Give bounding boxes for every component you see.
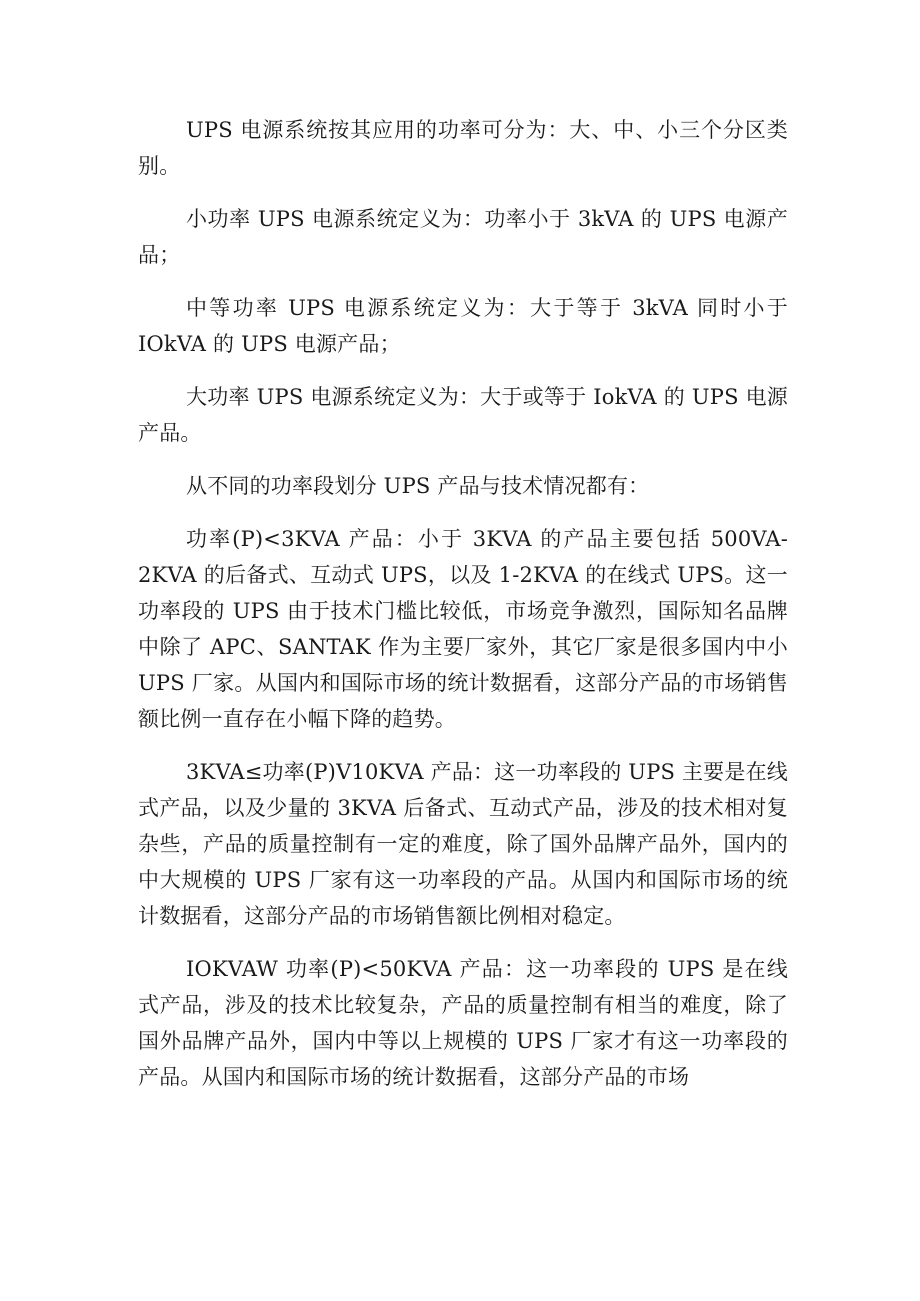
paragraph-medium-power-definition: 中等功率 UPS 电源系统定义为：大于等于 3kVA 同时小于 IOkVA 的 UPS 电源产品； — [138, 296, 788, 356]
paragraph-large-power-definition: 大功率 UPS 电源系统定义为：大于或等于 IokVA 的 UPS 电源产品。 — [138, 385, 788, 445]
paragraph-under-3kva: 功率(P)<3KVA 产品：小于 3KVA 的产品主要包括 500VA-2KVA 的后备式、互动式 UPS，以及 1-2KVA 的在线式 UPS。这一功率段的 UPS 由于技术门槛比较低，市场竞争激烈，国际知名品牌中除了 APC、SANTAK 作为主要厂家外，其它厂家是很多国内中小 UPS 厂家。从国内和国际市场的统计数据看，这部分产品的市场销售额比例一直存在小幅下降的趋势。 — [138, 527, 788, 731]
paragraph-10-to-50kva: IOKVAW 功率(P)<50KVA 产品：这一功率段的 UPS 是在线式产品，涉及的技术比较复杂，产品的质量控制有相当的难度，除了国外品牌产品外，国内中等以上规模的 UPS 厂家才有这一功率段的产品。从国内和国际市场的统计数据看，这部分产品的市场 — [138, 957, 788, 1089]
paragraph-power-segments-intro: 从不同的功率段划分 UPS 产品与技术情况都有： — [186, 474, 650, 498]
paragraph-ups-classification: UPS 电源系统按其应用的功率可分为：大、中、小三个分区类别。 — [138, 118, 788, 178]
paragraph-3-to-10kva: 3KVA≤功率(P)V10KVA 产品：这一功率段的 UPS 主要是在线式产品，以及少量的 3KVA 后备式、互动式产品，涉及的技术相对复杂些，产品的质量控制有一定的难度，除了国外品牌产品外，国内的中大规模的 UPS 厂家有这一功率段的产品。从国内和国际市场的统计数据看，这部分产品的市场销售额比例相对稳定。 — [138, 760, 788, 928]
document-body — [138, 112, 788, 1112]
paragraph-small-power-definition: 小功率 UPS 电源系统定义为：功率小于 3kVA 的 UPS 电源产品； — [138, 207, 788, 267]
